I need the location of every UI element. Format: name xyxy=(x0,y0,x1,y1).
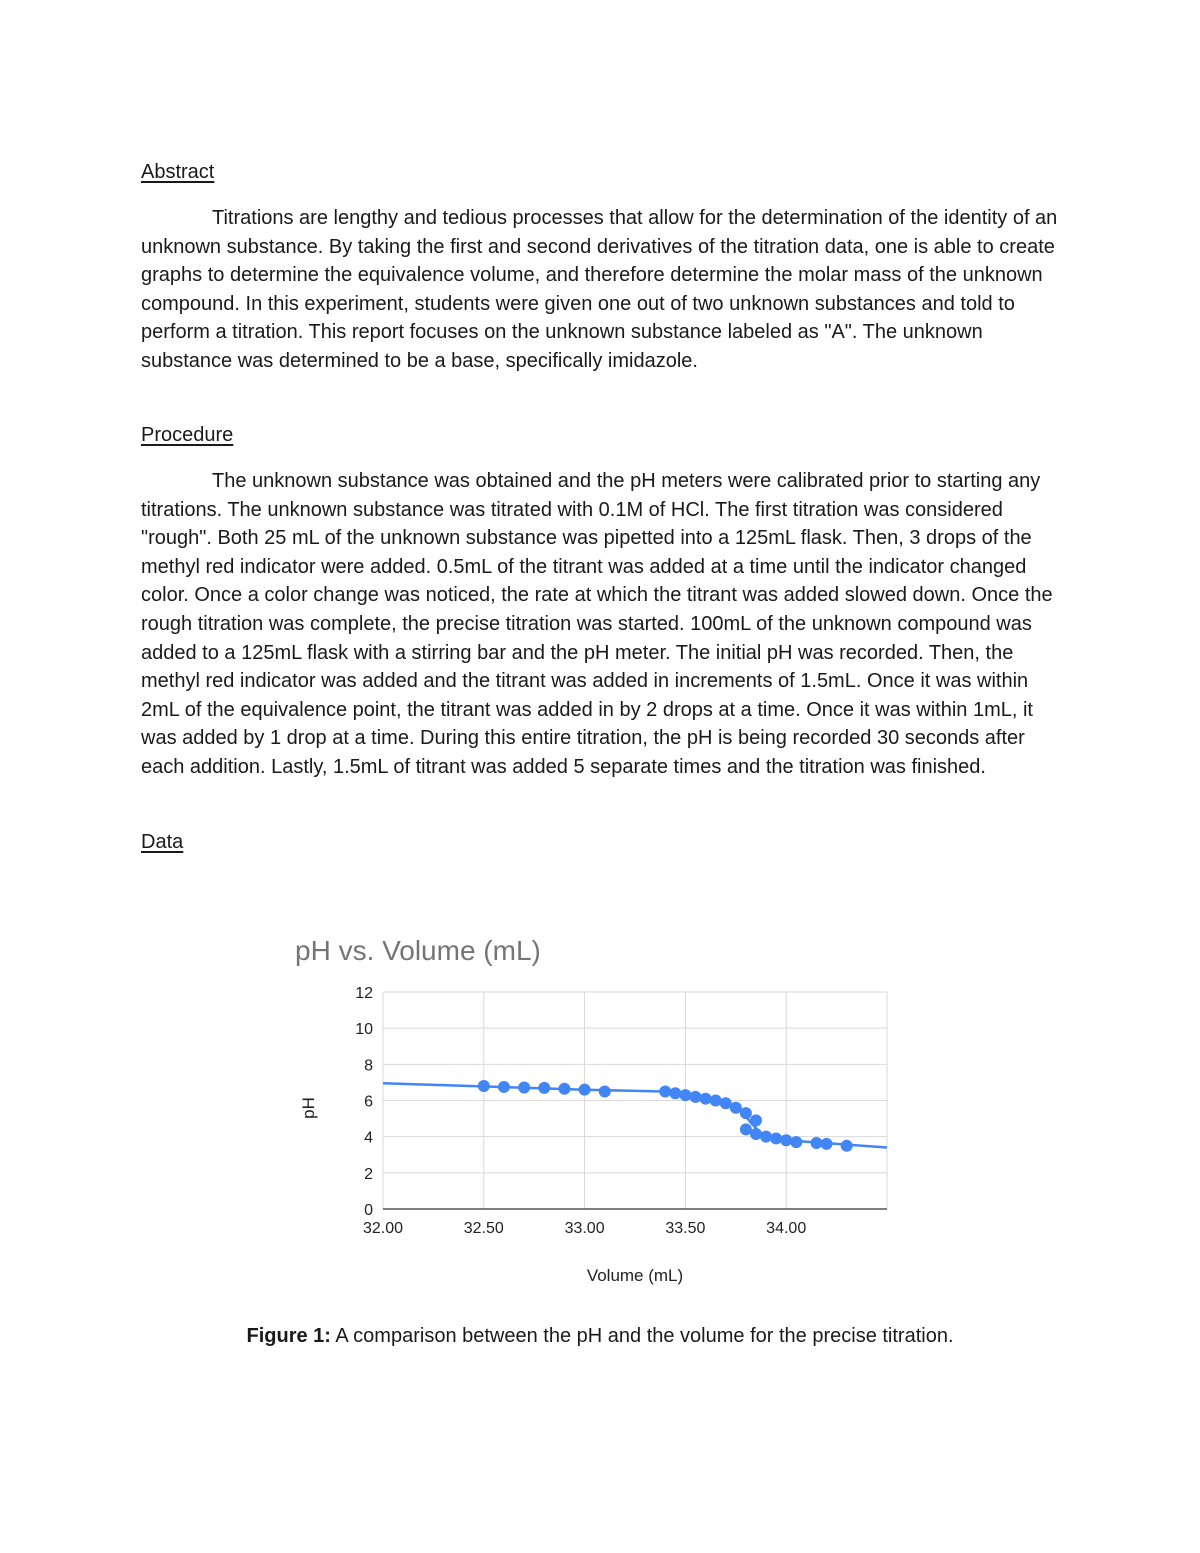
x-tick-label: 33.00 xyxy=(564,1220,605,1237)
data-point xyxy=(659,1085,671,1097)
y-tick-label: 4 xyxy=(364,1129,373,1147)
data-point xyxy=(760,1131,772,1143)
data-point xyxy=(518,1081,530,1093)
x-tick-label: 32.00 xyxy=(362,1220,404,1237)
x-tick-label: 33.50 xyxy=(665,1220,706,1237)
x-tick-label: 34.00 xyxy=(766,1220,807,1237)
y-tick-label: 10 xyxy=(355,1021,373,1039)
chart-grid xyxy=(383,992,887,1209)
abstract-paragraph: Titrations are lengthy and tedious processes that allow for the determination of the identity of an unknown substance. By taking the first and second derivatives of the titration data, one is able to create graphs to determine the equivalence volume, and therefore determine the molar mass of the unknown compound. In this experiment, students were given one out of two unknown substances and told to perform a titration. This report focuses on the unknown substance labeled as "A". The unknown substance was determined to be a base, specifically imidazole. xyxy=(141,207,1058,372)
chart-points xyxy=(478,1080,853,1152)
data-point xyxy=(498,1081,510,1093)
data-point xyxy=(790,1136,802,1148)
figure-caption-text: A comparison between the pH and the volume for the precise titration. xyxy=(330,1325,954,1347)
data-point xyxy=(730,1102,742,1114)
data-point xyxy=(689,1091,701,1103)
data-point xyxy=(700,1093,712,1105)
y-tick-label: 8 xyxy=(364,1057,373,1075)
data-point xyxy=(770,1132,782,1144)
chart-trendline xyxy=(383,1083,887,1147)
data-point xyxy=(750,1128,762,1140)
y-tick-label: 0 xyxy=(364,1202,373,1219)
abstract-heading: Abstract xyxy=(141,161,215,183)
y-axis-label: pH xyxy=(299,1097,318,1119)
data-heading: Data xyxy=(141,831,184,853)
data-point xyxy=(579,1084,591,1096)
data-point xyxy=(841,1140,853,1152)
x-tick-label: 32.50 xyxy=(463,1220,504,1237)
data-point xyxy=(710,1095,722,1107)
procedure-paragraph: The unknown substance was obtained and the pH meters were calibrated prior to starting any titrations. The unknown substance was titrated with 0.1M of HCl. The first titration was considered "rough". Both 25 mL of the unknown substance was pipetted into a 125mL flask. Then, 3 drops of the methyl red indicator were added. 0.5mL of the titrant was added at a time until the indicator changed color. Once a color change was noticed, the rate at which the titrant was added slowed down. Once the rough titration was complete, the precise titration was started. 100mL of the unknown compound was added to a 125mL flask with a stirring bar and the pH meter. The initial pH was recorded. Then, the methyl red indicator was added and the titrant was added in increments of 1.5mL. Once it was within 2mL of the equivalence point, the titrant was added in by 2 drops at a time. Once it was within 1mL, it was added by 1 drop at a time. During this entire titration, the pH is being recorded 30 seconds after each addition. Lastly, 1.5mL of titrant was added 5 separate times and the titration was finished. xyxy=(141,470,1053,778)
data-point xyxy=(478,1080,490,1092)
data-point xyxy=(599,1085,611,1097)
ph-volume-chart xyxy=(270,920,910,1300)
y-tick-label: 12 xyxy=(355,985,373,1002)
data-point xyxy=(780,1134,792,1146)
procedure-heading: Procedure xyxy=(141,424,234,446)
data-point xyxy=(740,1107,752,1119)
chart-title: pH vs. Volume (mL) xyxy=(295,935,541,966)
x-axis-label: Volume (mL) xyxy=(586,1266,684,1285)
figure-caption-label: Figure 1: xyxy=(246,1325,331,1347)
chart-axes xyxy=(355,985,887,1237)
trendline-path xyxy=(383,1083,887,1147)
y-tick-label: 2 xyxy=(364,1165,373,1183)
data-point xyxy=(679,1089,691,1101)
data-point xyxy=(821,1138,833,1150)
data-point xyxy=(669,1087,681,1099)
data-point xyxy=(538,1082,550,1094)
y-tick-label: 6 xyxy=(364,1093,373,1111)
data-point xyxy=(750,1114,762,1126)
data-point xyxy=(558,1083,570,1095)
figure-caption xyxy=(0,1322,1200,1350)
